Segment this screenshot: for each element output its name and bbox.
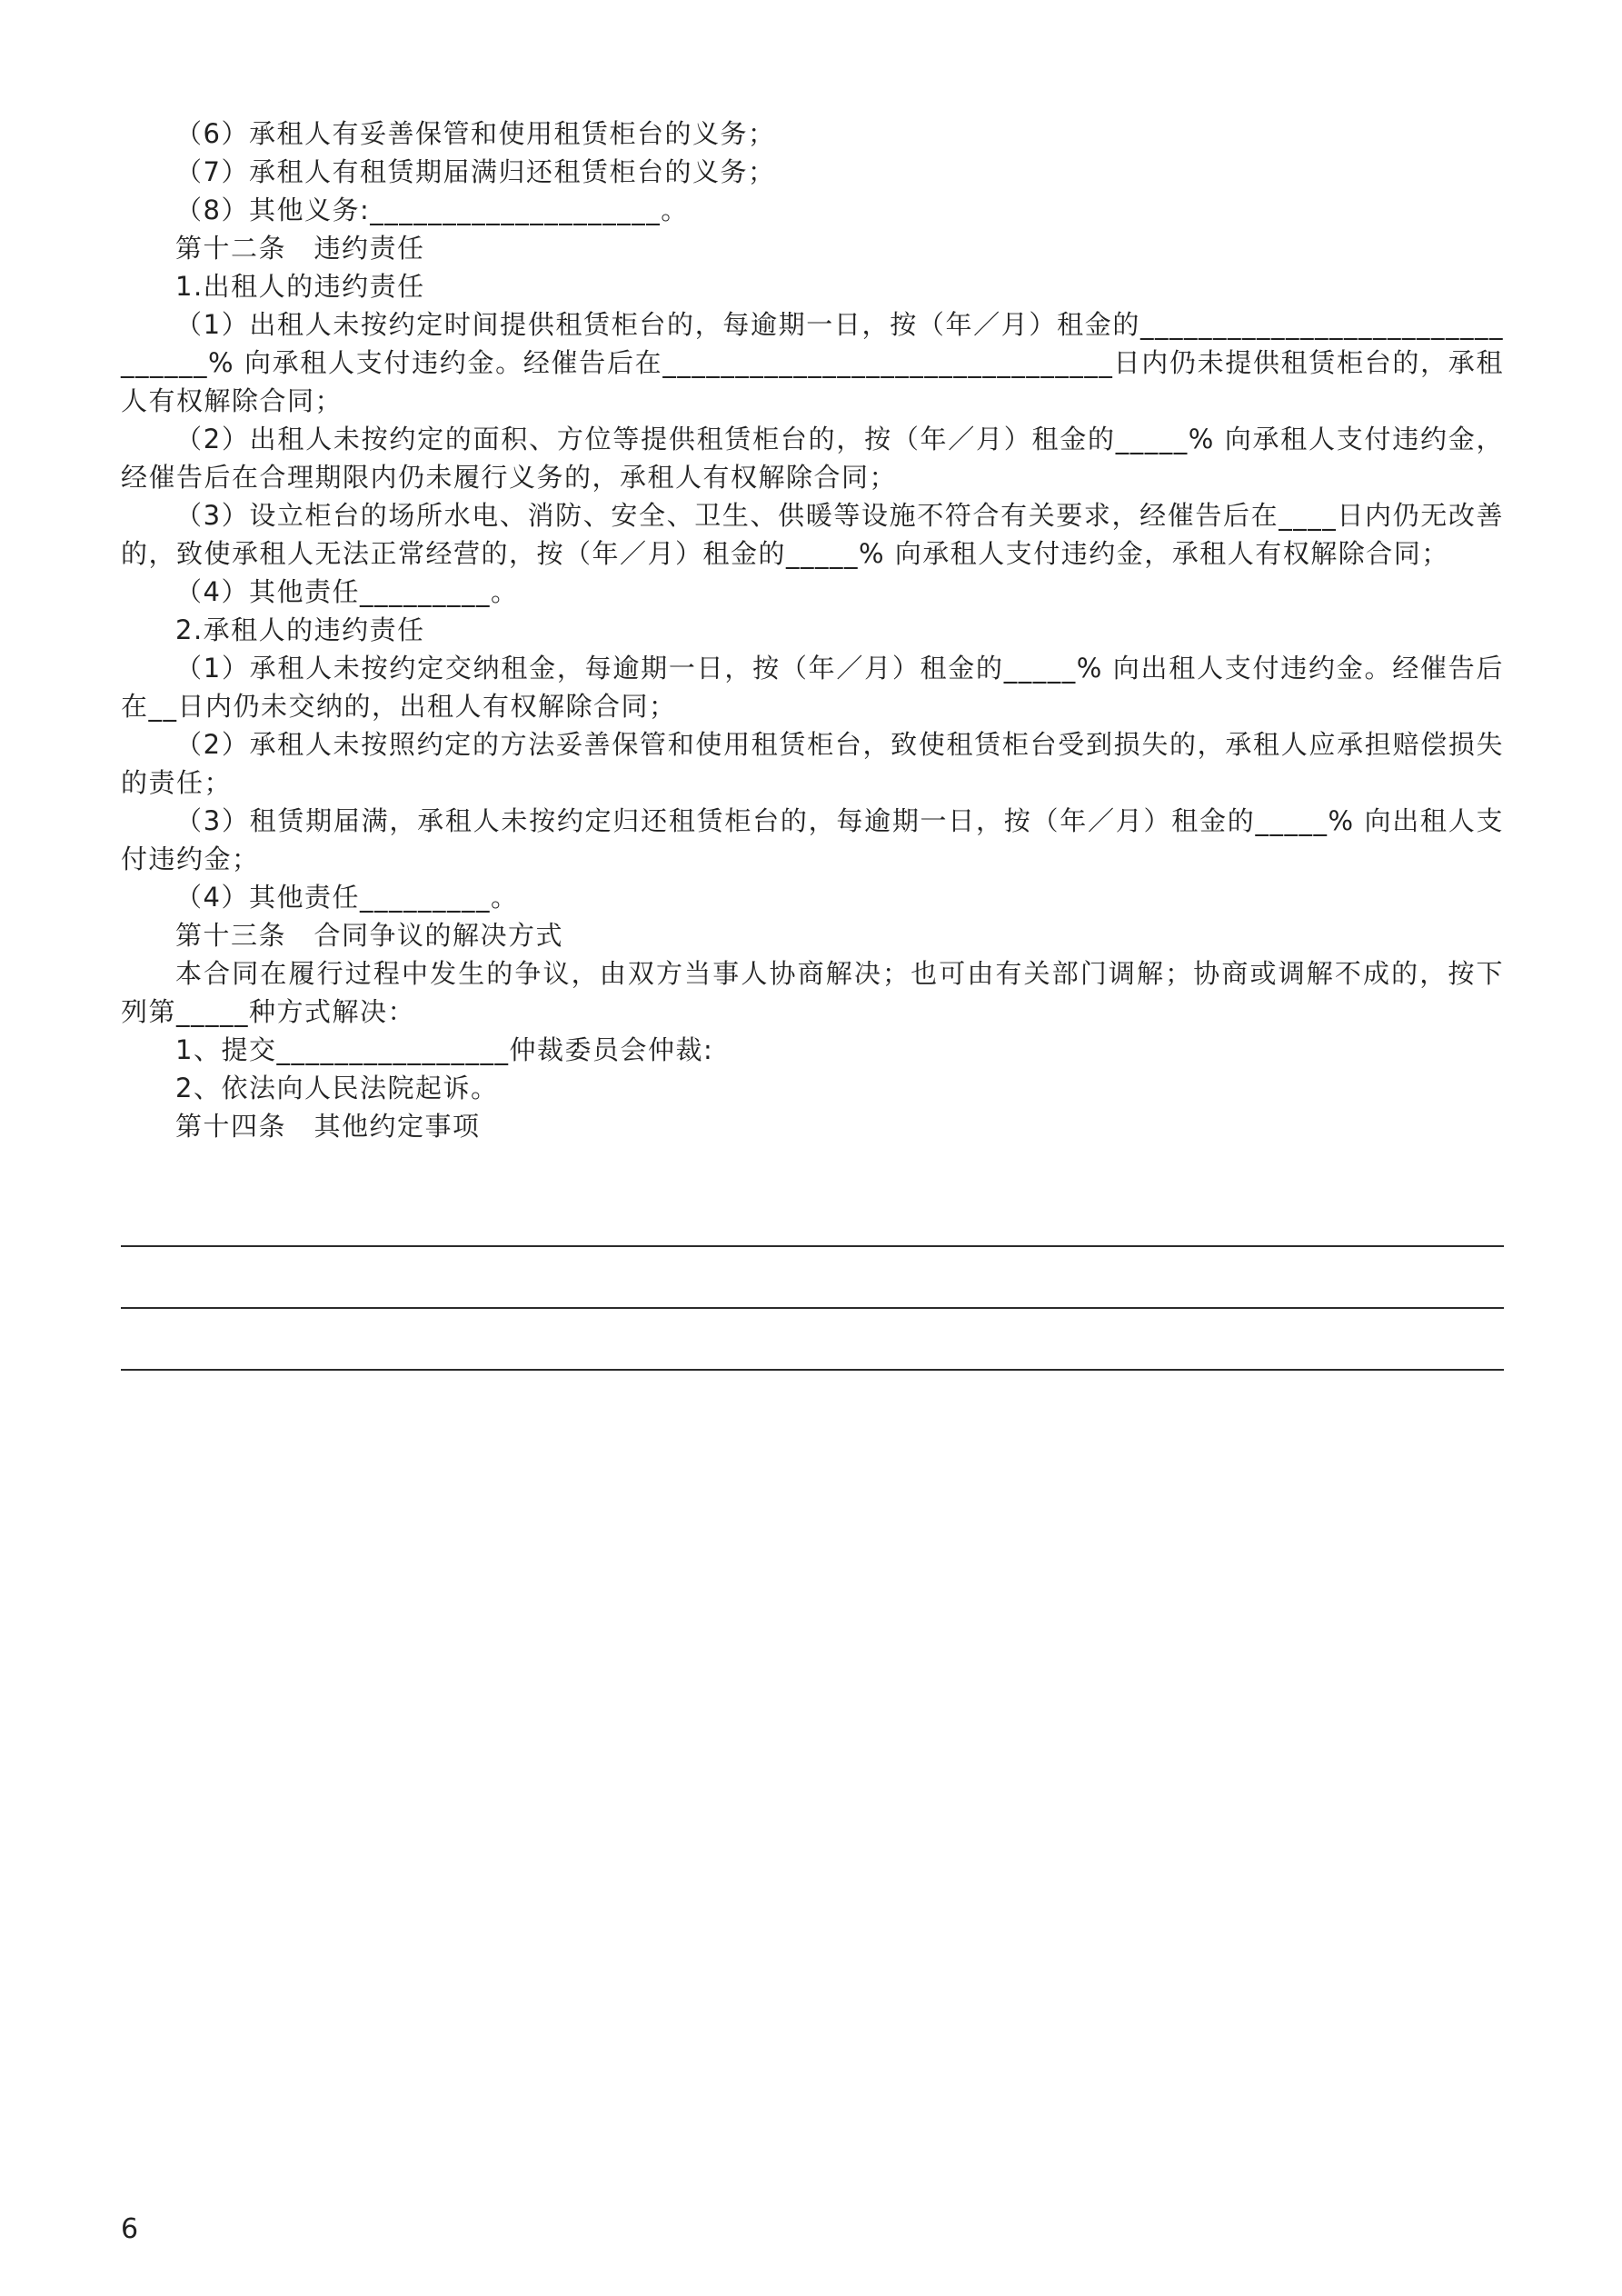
paragraph: （3）设立柜台的场所水电、消防、安全、卫生、供暖等设施不符合有关要求，经催告后在____日内仍无改善的，致使承租人无法正常经营的，按（年／月）租金的_____% 向承租人支付违约金，承租人有权解除合同； [121,500,1504,569]
paragraph: 2.承租人的违约责任 [175,614,425,645]
paragraph: （7）承租人有租赁期届满归还租赁柜台的义务； [175,156,776,187]
document-body [121,115,1504,1371]
paragraph: （6）承租人有妥善保管和使用租赁柜台的义务； [175,118,776,149]
section-heading: 第十二条 违约责任 [175,233,425,264]
blank-underline [121,1185,1504,1247]
paragraph: （4）其他责任_________。 [175,576,519,607]
paragraph: （2）承租人未按照约定的方法妥善保管和使用租赁柜台，致使租赁柜台受到损失的，承租人应承担赔偿损失的责任； [121,729,1504,798]
paragraph: （4）其他责任_________。 [175,882,519,913]
paragraph: （1）出租人未按约定时间提供租赁柜台的，每逾期一日，按（年／月）租金的_______________________________% 向承租人支付违约金。经催告后在_______________________________日内仍未提供租赁柜台的，承租人有权解除合同； [121,309,1504,416]
blank-write-in-lines [121,1185,1504,1371]
page-number: 6 [121,2213,139,2245]
paragraph: （2）出租人未按约定的面积、方位等提供租赁柜台的，按（年／月）租金的_____% 向承租人支付违约金，经催告后在合理期限内仍未履行义务的，承租人有权解除合同； [121,424,1504,493]
paragraph: （8）其他义务:____________________。 [175,195,689,225]
paragraph: 1.出租人的违约责任 [175,271,425,302]
section-heading: 第十四条 其他约定事项 [175,1111,481,1142]
blank-underline [121,1247,1504,1309]
section-heading: 第十三条 合同争议的解决方式 [175,920,564,951]
paragraph: （1）承租人未按约定交纳租金，每逾期一日，按（年／月）租金的_____% 向出租人支付违约金。经催告后在__日内仍未交纳的，出租人有权解除合同； [121,653,1504,722]
blank-underline [121,1309,1504,1371]
paragraph: 2、依法向人民法院起诉。 [175,1073,499,1103]
paragraph: 本合同在履行过程中发生的争议，由双方当事人协商解决；也可由有关部门调解；协商或调解不成的，按下列第_____种方式解决： [121,958,1504,1027]
paragraph: （3）租赁期届满，承租人未按约定归还租赁柜台的，每逾期一日，按（年／月）租金的_____% 向出租人支付违约金； [121,805,1504,874]
paragraph: 1、提交________________仲裁委员会仲裁: [175,1034,714,1065]
